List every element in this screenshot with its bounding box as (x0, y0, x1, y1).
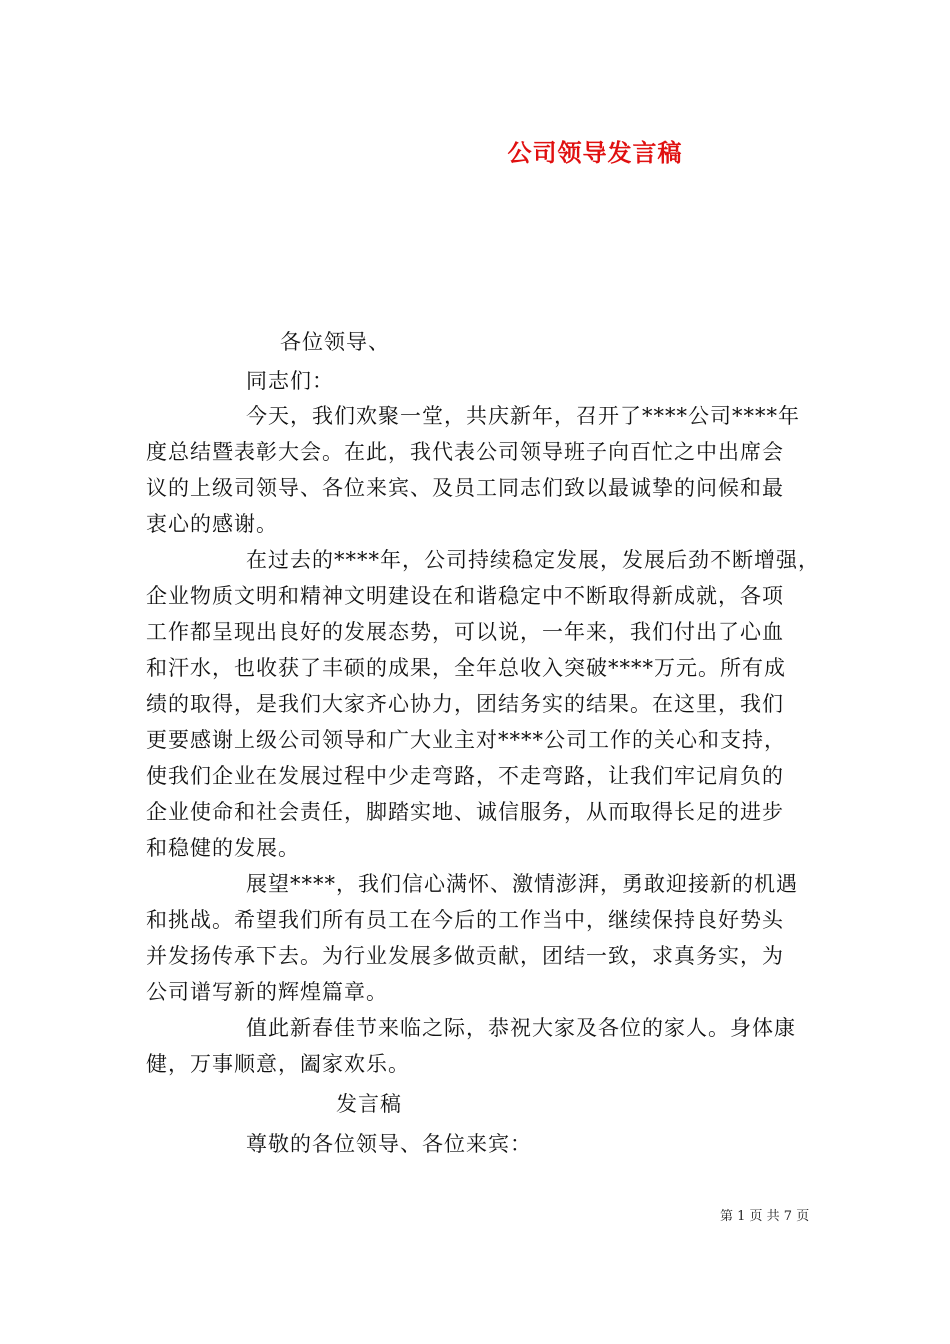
salutation-line: 尊敬的各位领导、各位来宾： (246, 1132, 532, 1156)
section-heading: 发言稿 (336, 1092, 402, 1116)
page-number: 第 1 页 共 7 页 (720, 1209, 810, 1224)
paragraph-line: 和汗水，也收获了丰硕的成果，全年总收入突破****万元。所有成 (146, 656, 786, 680)
paragraph-line: 度总结暨表彰大会。在此，我代表公司领导班子向百忙之中出席会 (146, 440, 784, 464)
paragraph-line: 值此新春佳节来临之际，恭祝大家及各位的家人。身体康 (246, 1016, 796, 1040)
paragraph-line: 更要感谢上级公司领导和广大业主对****公司工作的关心和支持， (146, 728, 786, 752)
paragraph-line: 绩的取得，是我们大家齐心协力，团结务实的结果。在这里，我们 (146, 692, 784, 716)
paragraph-line: 工作都呈现出良好的发展态势，可以说，一年来，我们付出了心血 (146, 620, 784, 644)
paragraph-line: 公司谱写新的辉煌篇章。 (146, 980, 388, 1004)
document-title: 公司领导发言稿 (507, 138, 683, 167)
salutation-line: 同志们： (246, 369, 334, 393)
paragraph-line: 并发扬传承下去。为行业发展多做贡献，团结一致，求真务实，为 (146, 944, 784, 968)
paragraph-line: 在过去的****年，公司持续稳定发展，发展后劲不断增强， (246, 548, 820, 572)
paragraph-line: 和挑战。希望我们所有员工在今后的工作当中，继续保持良好势头 (146, 908, 784, 932)
paragraph-line: 使我们企业在发展过程中少走弯路，不走弯路，让我们牢记肩负的 (146, 764, 784, 788)
paragraph-line: 今天，我们欢聚一堂，共庆新年，召开了****公司****年 (246, 404, 800, 428)
paragraph-line: 衷心的感谢。 (146, 512, 278, 536)
paragraph-line: 健，万事顺意，阖家欢乐。 (146, 1052, 410, 1076)
paragraph-line: 议的上级司领导、各位来宾、及员工同志们致以最诚挚的问候和最 (146, 476, 784, 500)
salutation-line: 各位领导、 (280, 330, 390, 354)
paragraph-line: 展望****，我们信心满怀、激情澎湃，勇敢迎接新的机遇 (246, 872, 798, 896)
paragraph-line: 企业使命和社会责任，脚踏实地、诚信服务，从而取得长足的进步 (146, 800, 784, 824)
paragraph-line: 企业物质文明和精神文明建设在和谐稳定中不断取得新成就，各项 (146, 584, 784, 608)
paragraph-line: 和稳健的发展。 (146, 836, 300, 860)
